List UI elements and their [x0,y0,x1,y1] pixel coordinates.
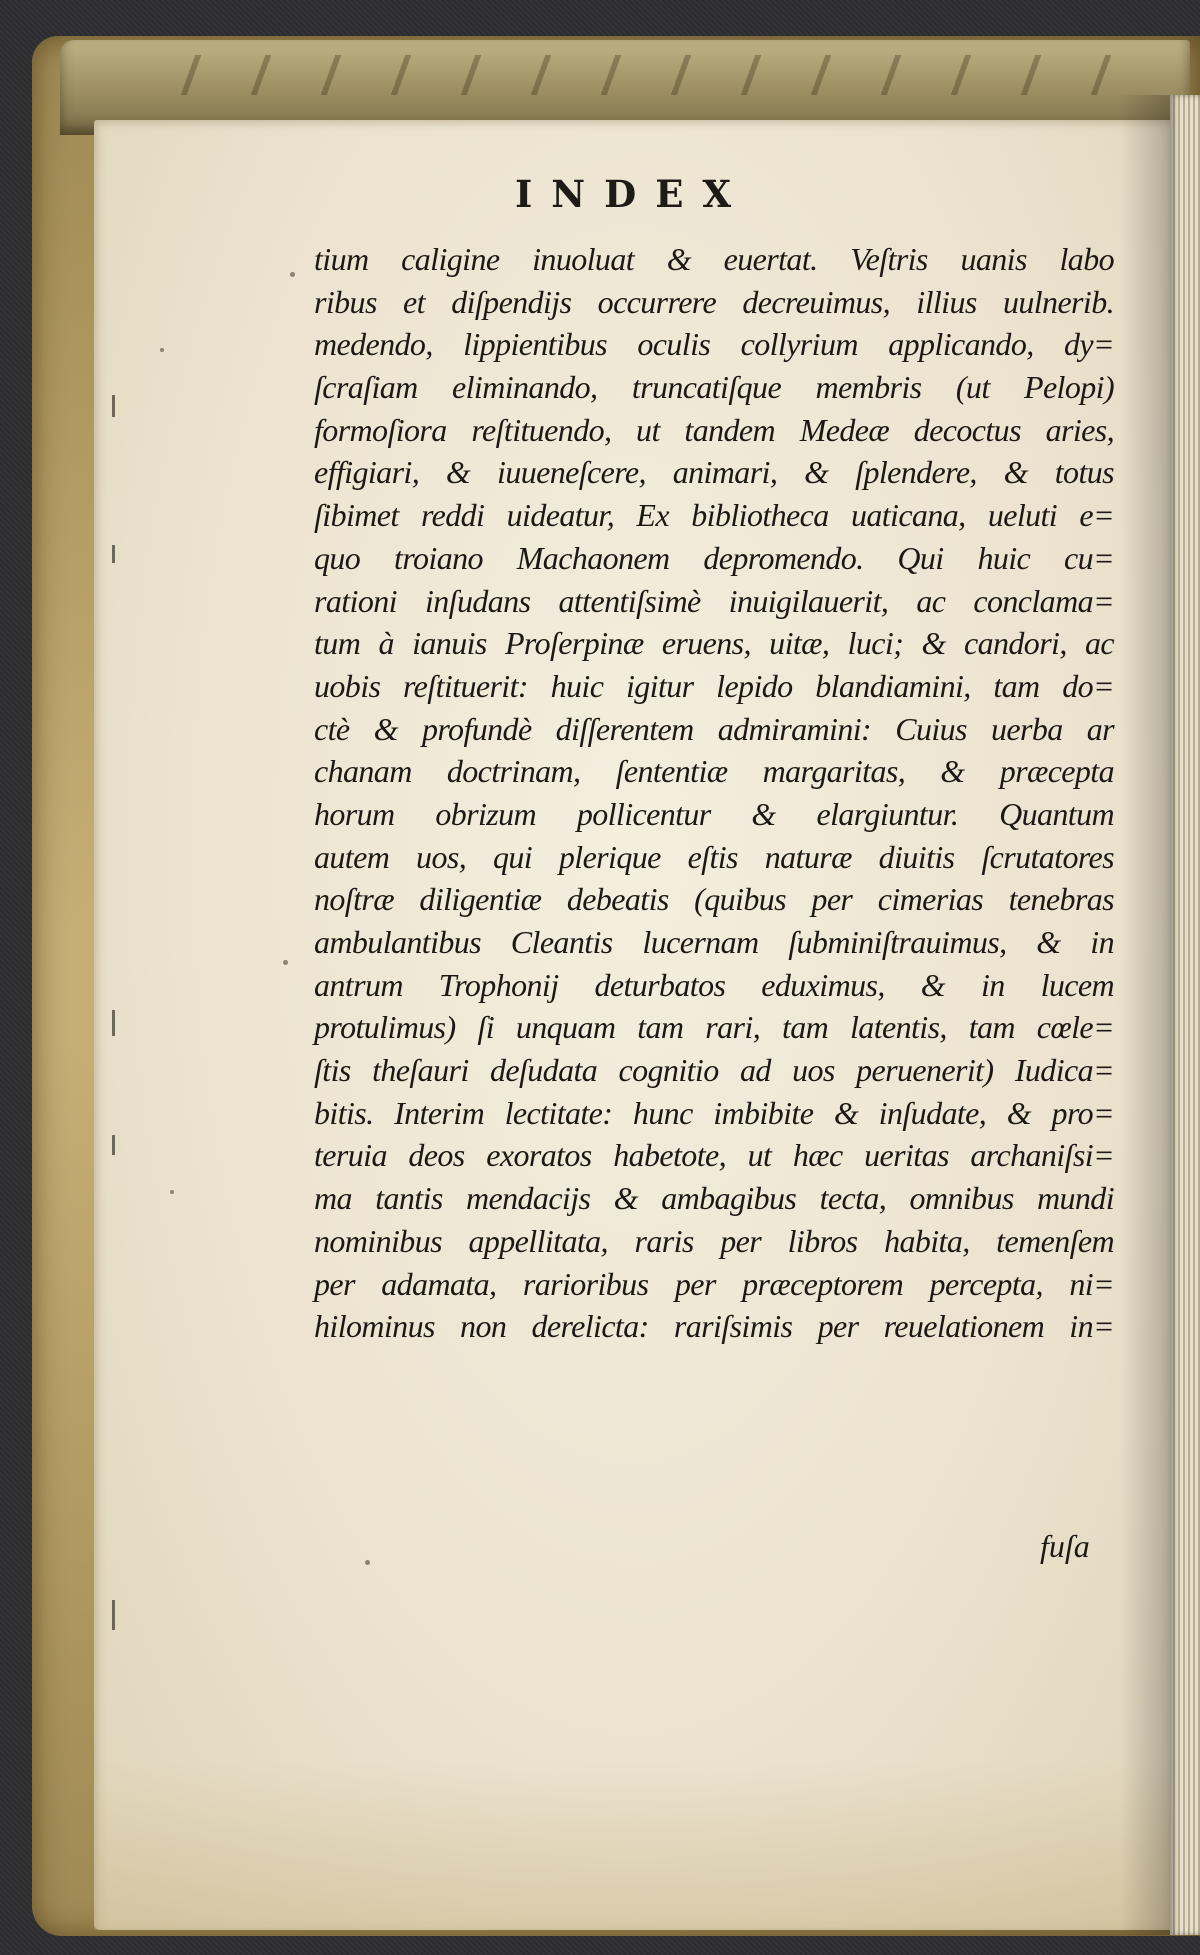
text-line: ſibimet reddi uideatur, Ex bibliotheca uaticana, ueluti e= [314,497,1114,534]
text-line: tium caligine inuoluat & euertat. Veſtris uanis labo [314,241,1114,277]
margin-mark [112,545,115,563]
ink-speck [283,960,288,965]
ink-speck [365,1560,370,1565]
text-line: ctè & profundè diſſerentem admiramini: Cuius uerba ar [314,710,1114,747]
text-line: uobis reſtituerit: huic igitur lepido blandiamini, tam do= [314,667,1114,704]
ink-speck [170,1190,174,1194]
text-line: tum à ianuis Proſerpinæ eruens, uitæ, luci; & candori, ac [314,625,1114,662]
text-line: nominibus appellitata, raris per libros habita, temenſem [314,1222,1114,1259]
text-line: chanam doctrinam, ſententiæ margaritas, & præcepta [314,753,1114,790]
text-line: effigiari, & iuueneſcere, animari, & ſplendere, & totus [314,454,1114,491]
text-line: teruia deos exoratos habetote, ut hæc ueritas archaniſsi= [314,1137,1114,1174]
text-line: ſcraſiam eliminando, truncatiſque membris (ut Pelopi) [314,369,1114,406]
running-head: INDEX [515,172,751,216]
text-line: antrum Trophonij deturbatos eduximus, & in lucem [314,966,1114,1003]
text-line: ſtis theſauri deſudata cognitio ad uos peruenerit) Iudica= [314,1052,1114,1089]
text-line: hilominus non derelicta: rariſsimis per reuelationem in= [314,1308,1114,1345]
ink-speck [290,272,295,277]
text-line: ribus et diſpendijs occurrere decreuimus, illius uulnerib. [314,283,1114,320]
ink-speck [160,348,164,352]
text-line: ma tantis mendacijs & ambagibus tecta, omnibus mundi [314,1180,1114,1217]
text-line: horum obrizum pollicentur & elargiuntur. Quantum [314,795,1114,832]
text-line: quo troiano Machaonem depromendo. Qui huic cu= [314,539,1114,576]
margin-mark [112,1135,115,1155]
margin-mark [112,395,115,417]
text-line: medendo, lippientibus oculis collyrium applicando, dy= [314,326,1114,363]
margin-mark [112,1600,115,1630]
text-line: ambulantibus Cleantis lucernam ſubminiſtrauimus, & in [314,924,1114,960]
text-line: bitis. Interim lectitate: hunc imbibite & inſudate, & pro= [314,1094,1114,1131]
text-line: per adamata, rarioribus per præceptorem percepta, ni= [314,1265,1114,1302]
body-text [314,238,1114,1348]
text-line: rationi inſudans attentiſsimè inuigilauerit, ac conclama= [314,582,1114,619]
margin-mark [112,1010,115,1036]
faded-manuscript-on-cover [143,55,1158,95]
catchword: fuſa [1040,1528,1090,1564]
page-stack-edge [1170,95,1200,1935]
text-line: protulimus) ſi unquam tam rari, tam latentis, tam cœle= [314,1009,1114,1046]
text-line: noſtræ diligentiæ debeatis (quibus per cimerias tenebras [314,881,1114,918]
text-line: formoſiora reſtituendo, ut tandem Medeæ decoctus aries, [314,411,1114,448]
text-line: autem uos, qui plerique eſtis naturæ diuitis ſcrutatores [314,838,1114,875]
